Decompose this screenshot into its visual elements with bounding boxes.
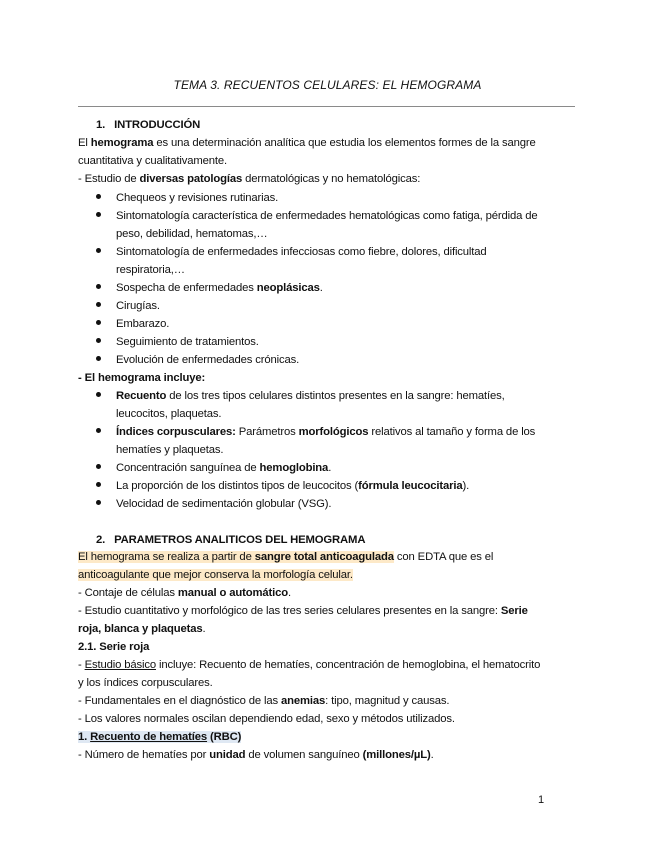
list-item: Cirugías. bbox=[116, 300, 160, 312]
bullet-icon bbox=[96, 209, 101, 223]
bullet-icon bbox=[96, 479, 101, 493]
bullet-icon bbox=[96, 191, 101, 205]
text: relativos al tamaño y forma de los bbox=[368, 426, 536, 438]
underlined-text: Estudio básico bbox=[84, 659, 156, 671]
highlighted-line bbox=[78, 550, 493, 564]
bold-text: hemoglobina bbox=[259, 462, 329, 474]
text: ). bbox=[462, 480, 470, 492]
paragraph-line bbox=[78, 622, 205, 636]
bullet-icon bbox=[96, 461, 101, 475]
bullet-icon bbox=[96, 389, 101, 403]
paragraph-line: - El hemograma incluye: bbox=[78, 372, 206, 384]
paragraph-line bbox=[78, 586, 291, 600]
text: es una determinación analítica que estudia los elementos formes de la sangre bbox=[153, 137, 536, 149]
bold-text: fórmula leucocitaria bbox=[358, 480, 463, 492]
bullet-icon bbox=[96, 353, 101, 367]
section-title: INTRODUCCIÓN bbox=[114, 119, 201, 131]
list-item bbox=[116, 479, 469, 493]
text: incluye: Recuento de hematíes, concentración de hemoglobina, el hematocrito bbox=[155, 659, 541, 671]
list-item: Velocidad de sedimentación globular (VSG). bbox=[116, 498, 332, 510]
list-item bbox=[116, 425, 535, 439]
bold-text: Serie bbox=[500, 605, 528, 617]
highlight bbox=[78, 551, 394, 563]
text: - Número de hematíes por bbox=[78, 749, 210, 761]
list-item: Evolución de enfermedades crónicas. bbox=[116, 354, 300, 366]
bold-text: Recuento bbox=[116, 390, 167, 402]
bullet-icon bbox=[96, 497, 101, 511]
paragraph-line: y los índices corpusculares. bbox=[78, 677, 213, 689]
bullet-icon bbox=[96, 281, 101, 295]
paragraph-line bbox=[78, 694, 449, 708]
list-item-continuation: peso, debilidad, hematomas,… bbox=[116, 228, 268, 240]
bold-text: hemograma bbox=[90, 137, 154, 149]
list-item: Chequeos y revisiones rutinarias. bbox=[116, 192, 279, 204]
text: : tipo, magnitud y causas. bbox=[325, 695, 450, 707]
list-item: Sintomatología característica de enfermedades hematológicas como fatiga, pérdida de bbox=[116, 210, 538, 222]
section-2-heading bbox=[96, 533, 365, 547]
bold-text: manual o automático bbox=[177, 587, 288, 599]
list-item-continuation: hematíes y plaquetas. bbox=[116, 444, 224, 456]
paragraph-line bbox=[78, 136, 536, 150]
text: . bbox=[319, 282, 323, 294]
highlighted-heading bbox=[78, 730, 241, 744]
bold-text: unidad bbox=[209, 749, 246, 761]
text: . bbox=[202, 623, 206, 635]
subsection-heading: 2.1. Serie roja bbox=[78, 641, 150, 653]
paragraph-line bbox=[78, 172, 420, 186]
text: El bbox=[78, 137, 91, 149]
text: - Estudio cuantitativo y morfológico de las tres series celulares presentes en la sangre: bbox=[78, 605, 501, 617]
list-item: Embarazo. bbox=[116, 318, 170, 330]
paragraph-line bbox=[78, 604, 528, 618]
list-item: Sintomatología de enfermedades infecciosas como fiebre, dolores, dificultad bbox=[116, 246, 487, 258]
highlighted-line bbox=[78, 568, 353, 582]
bullet-icon bbox=[96, 245, 101, 259]
list-item bbox=[116, 281, 323, 295]
list-item bbox=[116, 389, 505, 403]
bold-text: neoplásicas bbox=[256, 282, 320, 294]
list-item bbox=[116, 461, 331, 475]
text: 1. bbox=[78, 731, 91, 743]
paragraph-line bbox=[78, 748, 434, 762]
text: El hemograma se realiza a partir de bbox=[78, 551, 255, 563]
highlight: anticoagulante que mejor conserva la morfología celular. bbox=[78, 569, 353, 581]
text: . bbox=[328, 462, 332, 474]
title-divider bbox=[78, 106, 575, 107]
bullet-icon bbox=[96, 299, 101, 313]
highlight bbox=[78, 731, 241, 743]
section-title: PARAMETROS ANALITICOS DEL HEMOGRAMA bbox=[114, 534, 366, 546]
text: . bbox=[287, 587, 291, 599]
text: de los tres tipos celulares distintos presentes en la sangre: hematíes, bbox=[166, 390, 505, 402]
text: con EDTA que es el bbox=[393, 551, 494, 563]
text: . bbox=[430, 749, 434, 761]
bullet-icon bbox=[96, 317, 101, 331]
section-number: 2. bbox=[96, 534, 106, 546]
text: - Contaje de células bbox=[78, 587, 178, 599]
text: Concentración sanguínea de bbox=[116, 462, 260, 474]
bold-text: anemias bbox=[280, 695, 326, 707]
bullet-icon bbox=[96, 335, 101, 349]
text: - bbox=[78, 659, 85, 671]
paragraph-line: - Los valores normales oscilan dependiendo edad, sexo y métodos utilizados. bbox=[78, 713, 455, 725]
text: (RBC) bbox=[207, 731, 242, 743]
text: - Fundamentales en el diagnóstico de las bbox=[78, 695, 281, 707]
page-number: 1 bbox=[538, 794, 545, 806]
text: dermatológicas y no hematológicas: bbox=[242, 173, 421, 185]
text: - Estudio de bbox=[78, 173, 140, 185]
text: Sospecha de enfermedades bbox=[116, 282, 257, 294]
bold-text: roja, blanca y plaquetas bbox=[78, 623, 203, 635]
bold-text: diversas patologías bbox=[139, 173, 243, 185]
bold-text: (millones/µL) bbox=[362, 749, 431, 761]
paragraph-line: cuantitativa y cualitativamente. bbox=[78, 155, 228, 167]
paragraph-line bbox=[78, 658, 540, 672]
document-title: TEMA 3. RECUENTOS CELULARES: EL HEMOGRAMA bbox=[173, 78, 482, 92]
text: de volumen sanguíneo bbox=[245, 749, 363, 761]
text: La proporción de los distintos tipos de leucocitos ( bbox=[116, 480, 359, 492]
list-item-continuation: respiratoria,… bbox=[116, 264, 185, 276]
text: Parámetros bbox=[235, 426, 299, 438]
bold-text: Índices corpusculares: bbox=[116, 426, 236, 438]
list-item-continuation: leucocitos, plaquetas. bbox=[116, 408, 222, 420]
underlined-text: Recuento de hematíes bbox=[90, 731, 208, 743]
bold-text: morfológicos bbox=[298, 426, 369, 438]
bullet-icon bbox=[96, 425, 101, 439]
bold-text: sangre total anticoagulada bbox=[254, 551, 394, 563]
section-number: 1. bbox=[96, 119, 106, 131]
list-item: Seguimiento de tratamientos. bbox=[116, 336, 259, 348]
section-1-heading bbox=[96, 118, 200, 132]
